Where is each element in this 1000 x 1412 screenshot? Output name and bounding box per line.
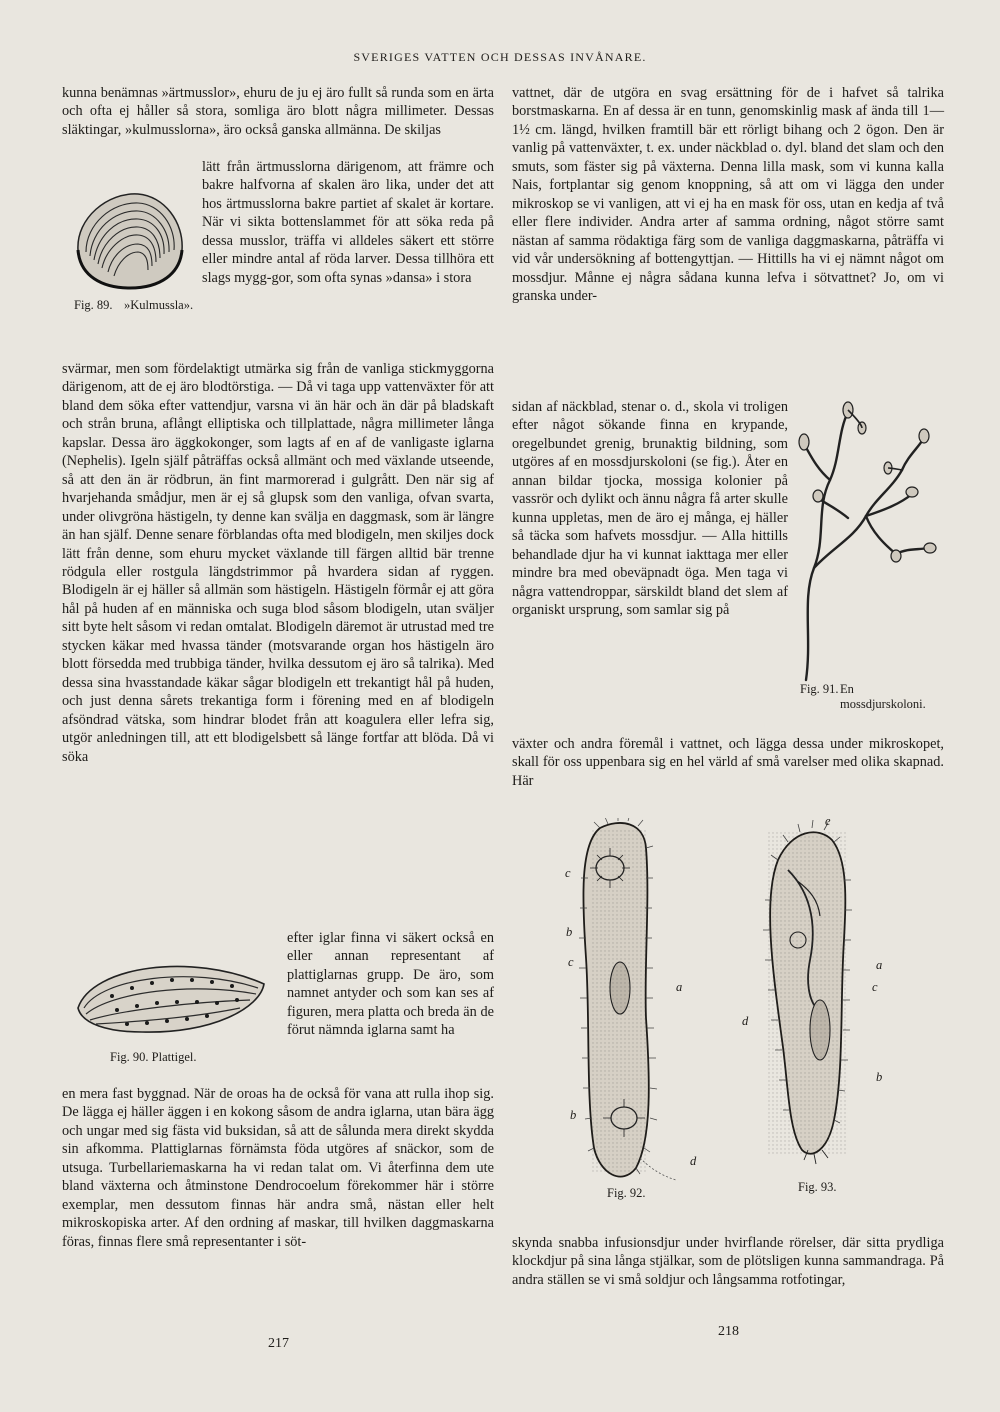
- left-page-number: 217: [268, 1336, 289, 1351]
- text: sidan af näckblad, stenar o. d., skola vi troligen efter något sökande finna en krypande, oregelbundet grenig, brunaktig bildning, som utgöres af en mossdjurskoloni (se fig.). Åter en annan bildar tjocka, mossiga kolonier på vassrör och dylikt och ännu några få arter skulle kunna uppletas, men de äro ej många, ej häller så täcka som hafvets mossdjur. — Alla hittills behandlade djur ha vi kunnat iakttaga mer eller mindre bra med obeväpnadt öga. Men taga vi några vattendroppar, särskildt bland det slem af organiskt ursprung, som samlar sig på: [512, 399, 788, 618]
- fig92-caption: Fig. 92.: [607, 1186, 646, 1200]
- fig90-caption: Fig. 90. Plattigel.: [110, 1050, 197, 1064]
- fig93-label-c: c: [872, 980, 878, 994]
- text: vattnet, där de utgöra en svag ersättning för de i hafvet så talrika borstmaskarna. En af dessa är en tunn, genomskinlig mask af ända till 1—1½ cm. längd, hvilken framtill bär ett rörligt bihang och 2 ögon. Den är vanlig på vattenväxter, t. ex. under näckblad o. dyl. bland det slam och den smuts, som fäster sig på växterna. Denna lilla mask, som vi kunna kalla Nais, fortplantar sig genom knoppning, så att om vi lägga den under mikroskop se vi vanligen, att vi ej ha en mask för oss, utan en kedja af två eller flere individer. Andra arter af samma ordning, något större samt nästan af samma rödaktiga färg som de vanliga daggmaskarna, påträffa vi vid vår undersökning af bottengyttjan. — Hittills ha vi ej nämnt något om mossdjur. Månne ej några sådana kunna lefva i sötvattnet? Jo, om vi granska under-: [512, 85, 944, 304]
- infusionsdjur-illustration-fig92: [560, 818, 710, 1188]
- kulmussla-illustration: [68, 188, 190, 293]
- fig92-label-a: a: [676, 980, 683, 994]
- right-page-paragraph-top: [512, 84, 944, 305]
- right-page-paragraph-bottom: [512, 1234, 944, 1289]
- fig89-caption-text: »Kulmussla».: [124, 298, 194, 312]
- fig92-label-c-mid: c: [568, 955, 574, 969]
- right-page-paragraph-wrap-fig91: [512, 398, 788, 619]
- infusionsdjur-illustration-fig93: [748, 820, 868, 1170]
- fig92-label-d: d: [690, 1154, 697, 1168]
- left-page-paragraph-bottom: [62, 1085, 494, 1251]
- left-page-paragraph-top: [62, 84, 494, 139]
- mossdjurskoloni-illustration: [792, 398, 942, 688]
- text: svärmar, men som fördelaktigt utmärka sig från de vanliga stickmyggorna därigenom, att de ej äro blodtörstiga. — Då vi taga upp vattenväxter för att bland dem söka efter vattendjur, varsna vi än här och än där på bladskaft och strån bruna, aflångt elliptiska och tillplattade, några millimeter långa kapslar. Dessa äro äggkokonger, som lagts af en af de vanligaste iglarna (Nephelis). Igeln själf påträffas också allmänt och med växlande utseende, så att den än är rödbrun, än fint marmorerad i gulgrått. Den när sig af hvarjehanda smådjur, men är ej så glupsk som den vanliga, ofvan svarta, under olivgröna hästigeln, ty denne kan svälja en daggmask, som är längre än han själf. Denne senare förblandas ofta med blodigeln, men skiljes dock lätt från denne, som ehuru mycket växlande till färgen alltid bär trenne rödgula eller rostgula längdstrimmor på hvardera sidan af ryggen. Blodigeln är ej häller så allmän som hästigeln. Hästigeln förmår ej att göra hål på huden af en människa och suga blod såsom blodigeln, utan sväljer sitt byte helt såsom vi redan omtalat. Blodigeln däremot är utrustad med tre stycken käkar med hvassa tänder (motsvarande organ hos hästigeln äro blott försedda med trubbiga tänder, hvilka dessutom ej äro så talrika). Med dessa sina hvasstandade käkar sågar blodigeln ett trekantigt hål på huden, och just denna sårets trekantiga form i förening med en af blodigeln afsöndrad vätska, som hindrar blodet från att koagulera eller lefra sig, utgör anledningen till, att ett blodigelsbett så länge fortfar att blöda. Då vi söka: [62, 361, 494, 765]
- text: växter och andra föremål i vattnet, och lägga dessa under mikroskopet, skall för oss uppenbara sig en hel värld af små varelser med olika skapnad. Här: [512, 736, 944, 789]
- fig93-caption: Fig. 93.: [798, 1180, 837, 1194]
- fig92-label-b-low: b: [570, 1108, 577, 1122]
- text: en mera fast byggnad. När de oroas ha de också för vana att rulla ihop sig. De lägga ej häller äggen i en kokong såsom de andra iglarna, utan bära ägg och ungar med sig fästa vid buksidan, så att de sålunda mera direkt skydda sin afkomma. Plattiglarnas förnämsta föda utgöres af snäckor, som de utsuga. Turbellariemaskarna ha vi redan talat om. Vi återfinna dem ute bland växterna och åtminstone Dendrocoelum förekommer här i större exemplar, men dessutom finnas här andra små, nästan eller helt mikroskopiska arter. Af den ordning af maskar, till hvilken daggmaskarna föras, finnas flere små representanter i söt-: [62, 1086, 494, 1250]
- right-page-paragraph-middle: [512, 735, 944, 790]
- fig92-label-c-top: c: [565, 866, 571, 880]
- fig93-label-e: e: [825, 814, 831, 828]
- text: efter iglar finna vi säkert också en eller annan representant af plattiglarnas grupp. De äro, som namnet antyder och som kan ses af figuren, mera platta och breda än de förut nämnda iglarna samt ha: [287, 930, 494, 1039]
- fig89-caption-number: Fig. 89.: [74, 298, 113, 312]
- text: lätt från ärtmusslorna därigenom, att främre och bakre halfvorna af skalen äro lika, under det att hos ärtmusslorna bakre partiet af skalet är kortare. När vi sikta bottenslammet för att söka reda på dessa musslor, träffa vi alldeles säkert ett större eller mindre antal af röda larver. Dessa tillhöra ett slags mygg-gor, som ofta synas »dansa» i stora: [202, 159, 494, 286]
- text: kunna benämnas »ärtmusslor», ehuru de ju ej äro fullt så runda som en ärta och ofta ej håller så stora, somliga äro blott några millimeter. Dessas släktingar, »kulmusslorna», äro också ganska allmänna. De skiljas: [62, 85, 494, 138]
- fig93-label-d: d: [742, 1014, 749, 1028]
- fig93-label-a: a: [876, 958, 883, 972]
- text: skynda snabba infusionsdjur under hvirflande rörelser, där sitta prydliga klockdjur på sina långa stjälkar, som de plötsligen kunna sammandraga. På andra ställen se vi små soldjur och långsamma rotfotingar,: [512, 1235, 944, 1288]
- left-page-paragraph-main: [62, 360, 494, 766]
- fig92-label-b: b: [566, 925, 573, 939]
- fig91-caption-number: Fig. 91.: [800, 682, 839, 696]
- running-header: SVERIGES VATTEN OCH DESSAS INVÅNARE.: [353, 50, 647, 64]
- right-page-number: 218: [718, 1324, 739, 1339]
- left-page-paragraph-wrap-fig90: [287, 929, 494, 1040]
- fig93-label-b: b: [876, 1070, 883, 1084]
- fig91-caption-text: En mossdjurskoloni.: [840, 682, 926, 711]
- plattigel-illustration: [72, 948, 272, 1040]
- left-page-paragraph-wrap-fig89: [202, 158, 494, 287]
